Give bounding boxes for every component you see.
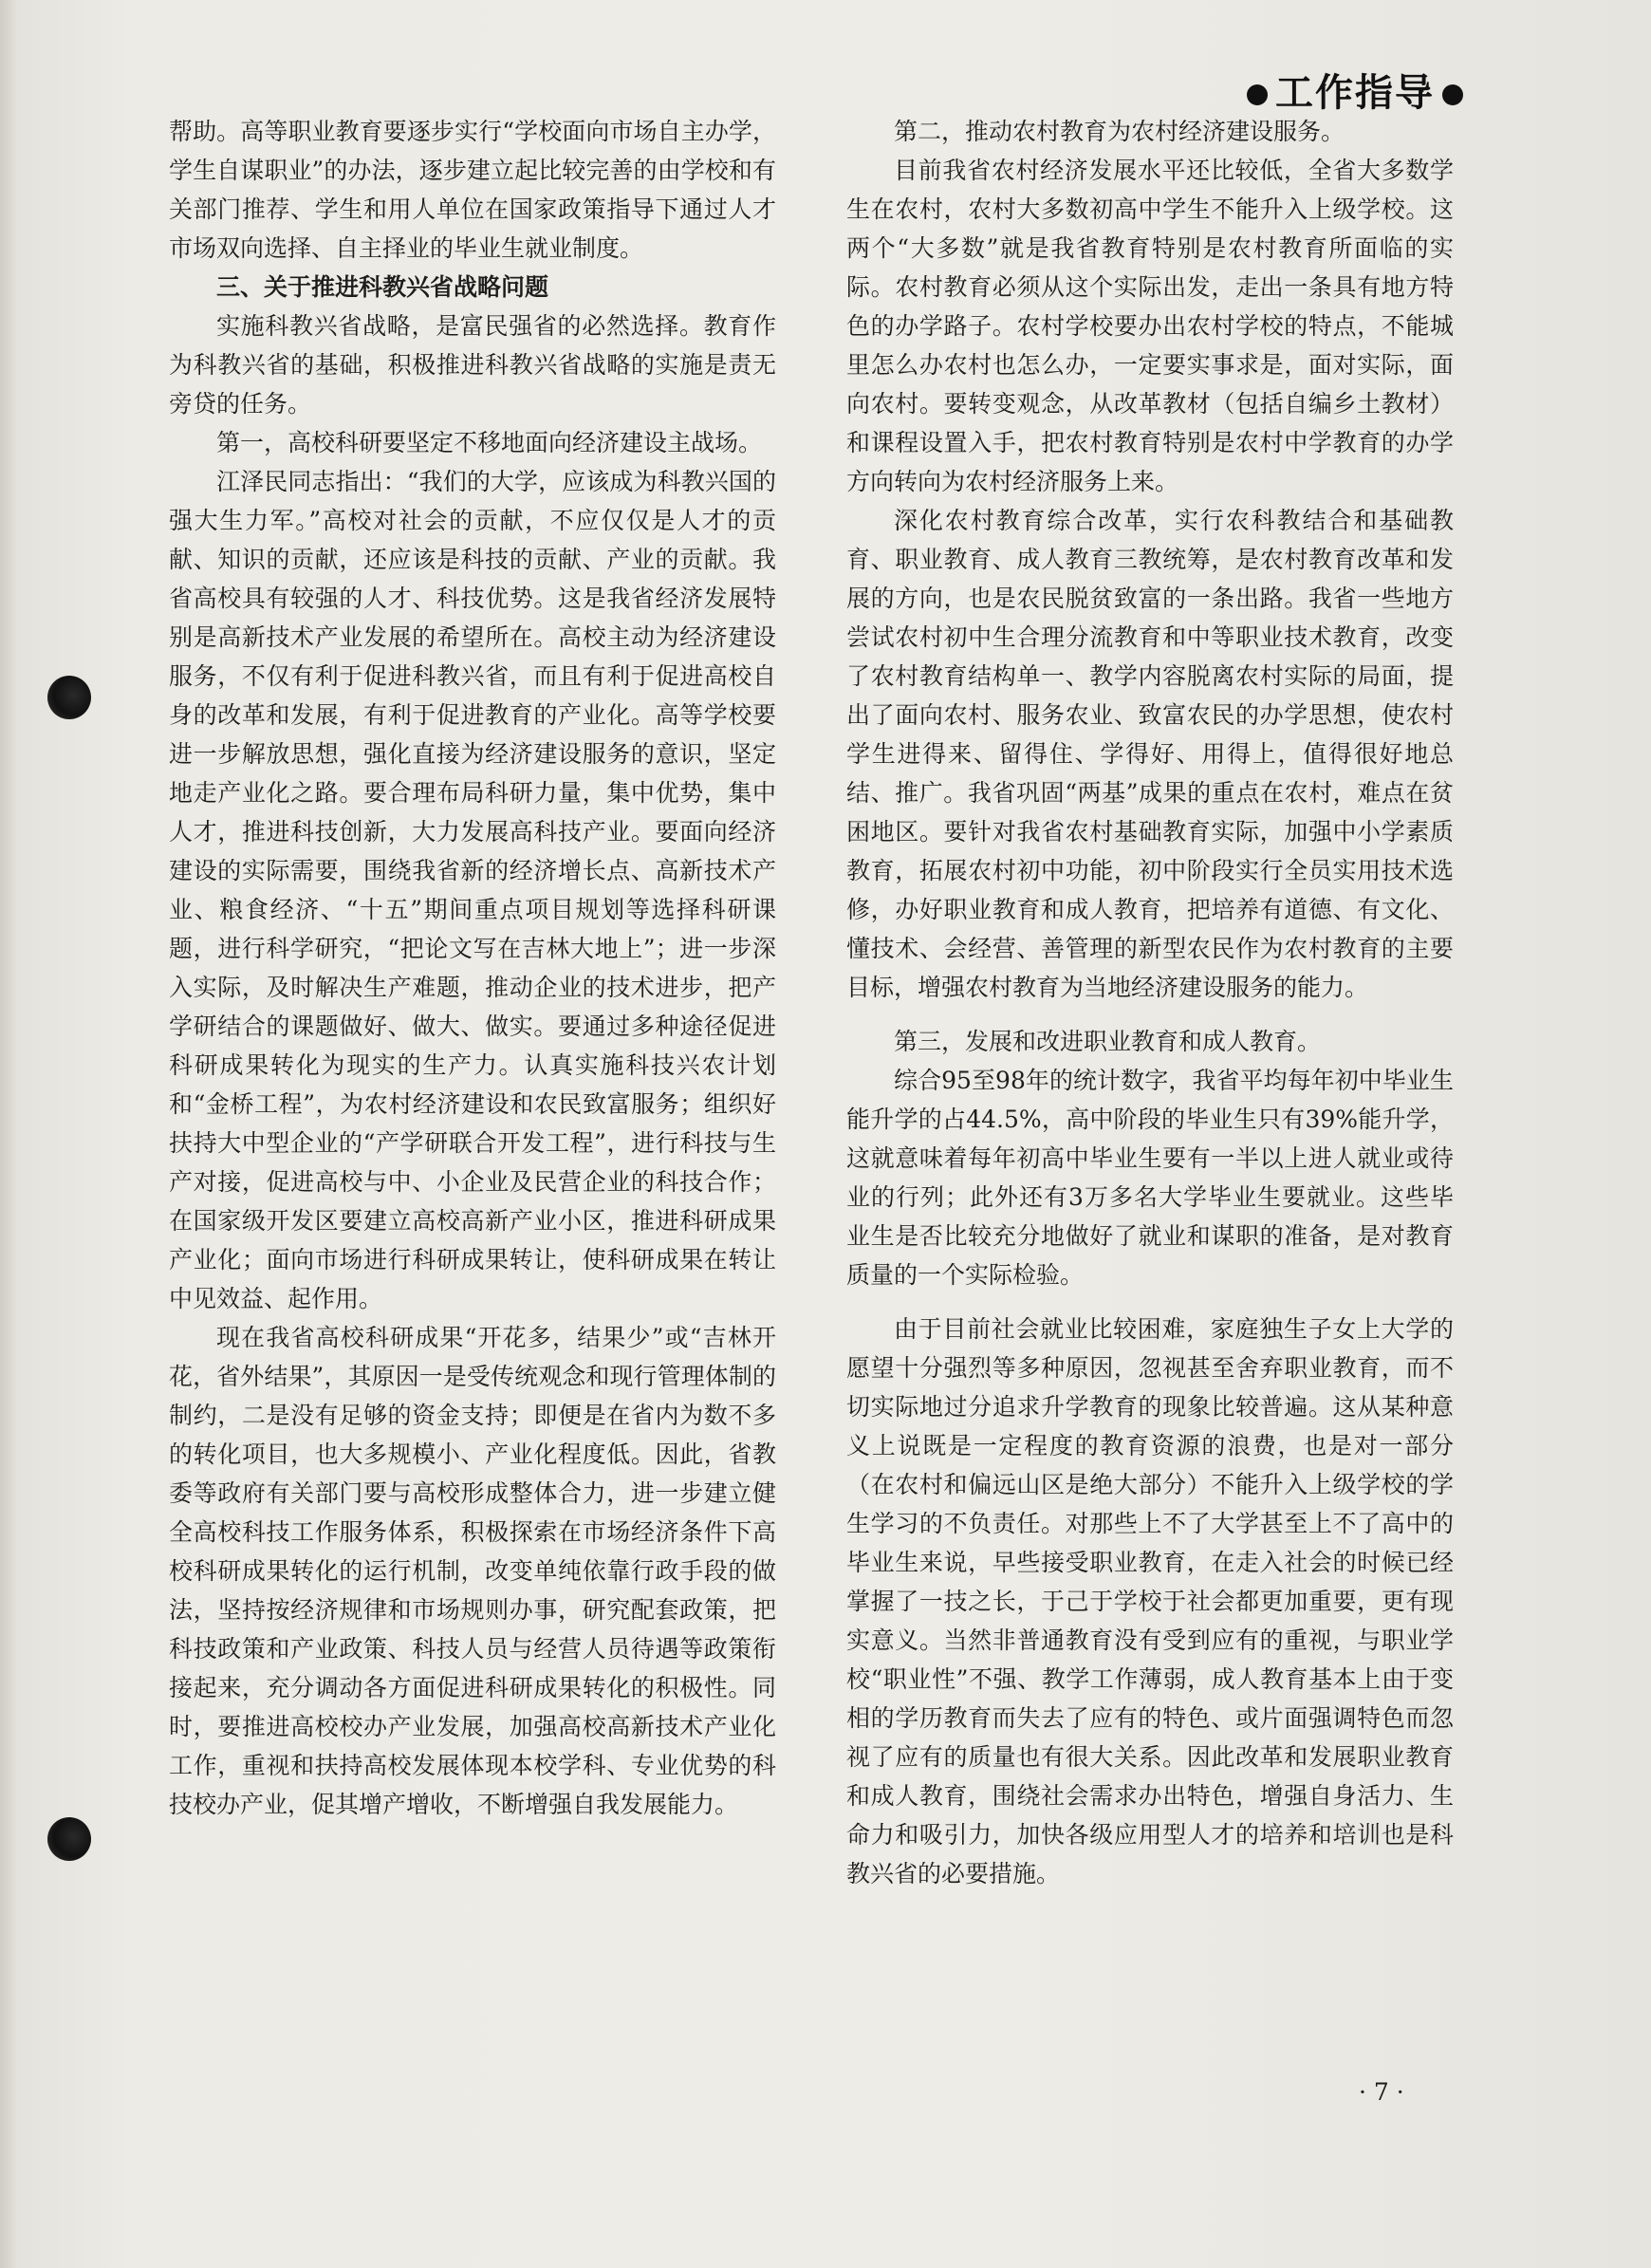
- bullet-dot-icon: [1442, 84, 1463, 105]
- paragraph: 第二，推动农村教育为农村经济建设服务。: [894, 118, 1345, 145]
- section-heading: 三、关于推进科教兴省战略问题: [216, 273, 549, 301]
- paragraph: 目前我省农村经济发展水平还比较低，全省大多数学生在农村，农村大多数初高中学生不能升入上级学校。这两个“大多数”就是我省教育特别是农村教育所面临的实际。农村教育必须从这个实际出发，走出一条具有地方特色的办学路子。农村学校要办出农村学校的特点，不能城里怎么办农村也怎么办，一定要实事求是，面对实际，面向农村。要转变观念，从改革教材（包括自编乡土教材）和课程设置入手，把农村教育特别是农村中学教育的办学方向转向为农村经济服务上来。: [846, 157, 1454, 495]
- paragraph: 由于目前社会就业比较困难，家庭独生子女上大学的愿望十分强烈等多种原因，忽视甚至舍弃职业教育，而不切实际地过分追求升学教育的现象比较普遍。这从某种意义上说既是一定程度的教育资源的浪费，也是对一部分（在农村和偏远山区是绝大部分）不能升入上级学校的学生学习的不负责任。对那些上不了大学甚至上不了高中的毕业生来说，早些接受职业教育，在走入社会的时候已经掌握了一技之长，于己于学校于社会都更加重要，更有现实意义。当然非普通教育没有受到应有的重视，与职业学校“职业性”不强、教学工作薄弱，成人教育基本上由于变相的学历教育而失去了应有的特色、或片面强调特色而忽视了应有的质量也有很大关系。因此改革和发展职业教育和成人教育，围绕社会需求办出特色，增强自身活力、生命力和吸引力，加快各级应用型人才的培养和培训也是科教兴省的必要措施。: [846, 1315, 1454, 1887]
- page-spine-shadow: [0, 0, 17, 2268]
- paragraph: 第三，发展和改进职业教育和成人教育。: [894, 1028, 1322, 1055]
- spacer: [846, 1294, 1454, 1310]
- bullet-dot-icon: [1247, 84, 1268, 105]
- page-number: · 7 ·: [1359, 2078, 1404, 2106]
- right-column: [846, 112, 1454, 1893]
- left-column: [169, 112, 776, 1824]
- binder-hole-top: [47, 676, 91, 719]
- paragraph: 综合95至98年的统计数字，我省平均每年初中毕业生能升学的占44.5%，高中阶段的毕业生只有39%能升学，这就意味着每年初高中毕业生要有一半以上进人就业或待业的行列；此外还有3万多名大学毕业生要就业。这些毕业生是否比较充分地做好了就业和谋职的准备，是对教育质量的一个实际检验。: [846, 1067, 1454, 1289]
- paragraph: 现在我省高校科研成果“开花多，结果少”或“吉林开花，省外结果”，其原因一是受传统观念和现行管理体制的制约，二是没有足够的资金支持；即便是在省内为数不多的转化项目，也大多规模小、产业化程度低。因此，省教委等政府有关部门要与高校形成整体合力，进一步建立健全高校科技工作服务体系，积极探索在市场经济条件下高校科研成果转化的运行机制，改变单纯依靠行政手段的做法，坚持按经济规律和市场规则办事，研究配套政策，把科技政策和产业政策、科技人员与经营人员待遇等政策衔接起来，充分调动各方面促进科研成果转化的积极性。同时，要推进高校校办产业发展，加强高校高新技术产业化工作，重视和扶持高校发展体现本校学科、专业优势的科技校办产业，促其增产增收，不断增强自我发展能力。: [169, 1324, 776, 1818]
- paragraph: 第一，高校科研要坚定不移地面向经济建设主战场。: [216, 429, 763, 456]
- paragraph: 帮助。高等职业教育要逐步实行“学校面向市场自主办学，学生自谋职业”的办法，逐步建立起比较完善的由学校和有关部门推荐、学生和用人单位在国家政策指导下通过人才市场双向选择、自主择业的毕业生就业制度。: [169, 118, 776, 262]
- section-header-title: 工作指导: [1275, 71, 1435, 115]
- paragraph: 江泽民同志指出：“我们的大学，应该成为科教兴国的强大生力军。”高校对社会的贡献，不应仅仅是人才的贡献、知识的贡献，还应该是科技的贡献、产业的贡献。我省高校具有较强的人才、科技优势。这是我省经济发展特别是高新技术产业发展的希望所在。高校主动为经济建设服务，不仅有利于促进科教兴省，而且有利于促进高校自身的改革和发展，有利于促进教育的产业化。高等学校要进一步解放思想，强化直接为经济建设服务的意识，坚定地走产业化之路。要合理布局科研力量，集中优势，集中人才，推进科技创新，大力发展高科技产业。要面向经济建设的实际需要，围绕我省新的经济增长点、高新技术产业、粮食经济、“十五”期间重点项目规划等选择科研课题，进行科学研究，“把论文写在吉林大地上”；进一步深入实际，及时解决生产难题，推动企业的技术进步，把产学研结合的课题做好、做大、做实。要通过多种途径促进科研成果转化为现实的生产力。认真实施科技兴农计划和“金桥工程”，为农村经济建设和农民致富服务；组织好扶持大中型企业的“产学研联合开发工程”，进行科技与生产对接，促进高校与中、小企业及民营企业的科技合作；在国家级开发区要建立高校高新产业小区，推进科研成果产业化；面向市场进行科研成果转让，使科研成果在转让中见效益、起作用。: [169, 468, 776, 1312]
- binder-hole-bottom: [47, 1817, 91, 1861]
- paragraph: 深化农村教育综合改革，实行农科教结合和基础教育、职业教育、成人教育三教统筹，是农村教育改革和发展的方向，也是农民脱贫致富的一条出路。我省一些地方尝试农村初中生合理分流教育和中等职业技术教育，改变了农村教育结构单一、教学内容脱离农村实际的局面，提出了面向农村、服务农业、致富农民的办学思想，使农村学生进得来、留得住、学得好、用得上，值得很好地总结、推广。我省巩固“两基”成果的重点在农村，难点在贫困地区。要针对我省农村基础教育实际，加强中小学素质教育，拓展农村初中功能，初中阶段实行全员实用技术选修，办好职业教育和成人教育，把培养有道德、有文化、懂技术、会经营、善管理的新型农民作为农村教育的主要目标，增强农村教育为当地经济建设服务的能力。: [846, 507, 1454, 1001]
- paragraph: 实施科教兴省战略，是富民强省的必然选择。教育作为科教兴省的基础，积极推进科教兴省战略的实施是责无旁贷的任务。: [169, 312, 776, 418]
- section-header: [1239, 63, 1471, 117]
- spacer: [846, 1007, 1454, 1022]
